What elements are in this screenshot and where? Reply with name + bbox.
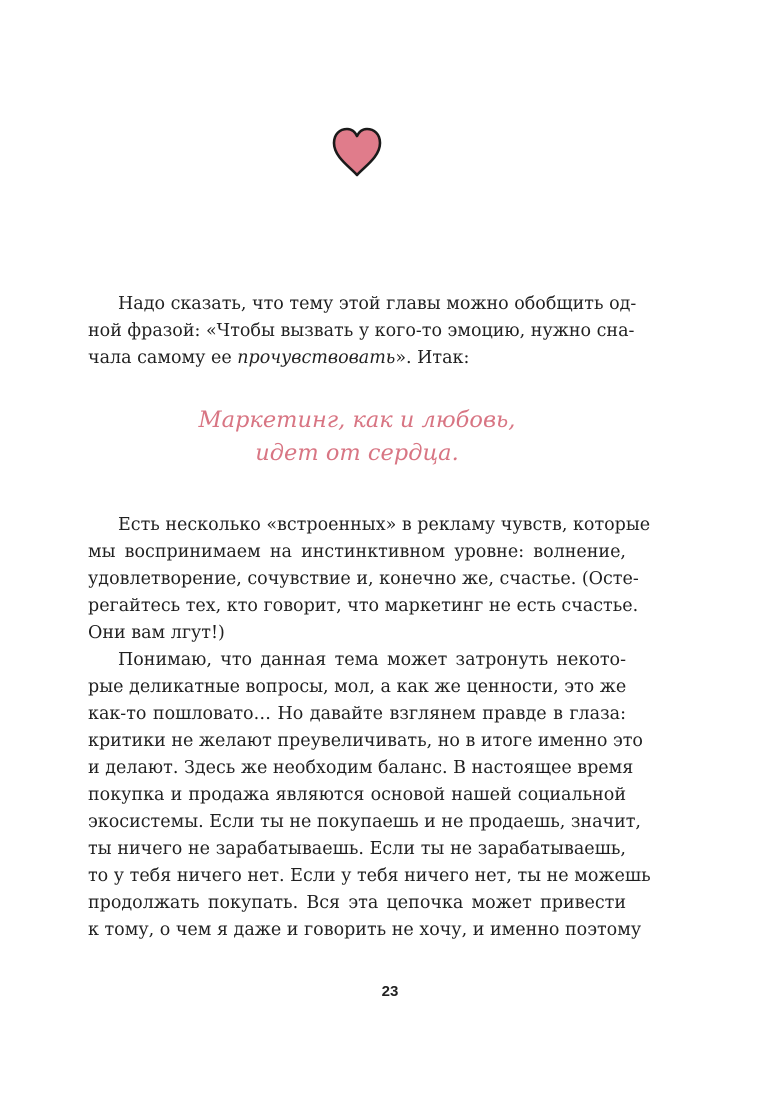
text-line: ты ничего не зарабатываешь. Если ты не зарабатываешь, xyxy=(88,839,626,859)
text-line: Понимаю, что данная тема может затронуть некото- xyxy=(118,650,626,670)
text-line: удовлетворение, сочувствие и, конечно же, счастье. (Осте- xyxy=(88,569,639,589)
pull-quote xyxy=(88,404,626,470)
text-line: продолжать покупать. Вся эта цепочка может привести xyxy=(88,893,626,913)
text-line: критики не желают преувеличивать, но в итоге именно это xyxy=(88,731,643,751)
emphasis-word: прочувствовать xyxy=(237,348,396,368)
heart-icon xyxy=(330,126,384,178)
text-line: Есть несколько «встроенных» в рекламу чувств, которые xyxy=(118,515,651,535)
body-paragraph-1 xyxy=(88,512,651,647)
text-segment: ». Итак: xyxy=(395,348,470,368)
text-line: экосистемы. Если ты не покупаешь и не продаешь, значит, xyxy=(88,812,641,832)
text-line: мы воспринимаем на инстинктивном уровне: волнение, xyxy=(88,542,626,562)
text-line: Они вам лгут!) xyxy=(88,623,225,643)
body-paragraph-2 xyxy=(88,647,651,944)
text-line: к тому, о чем я даже и говорить не хочу, и именно поэтому xyxy=(88,920,642,940)
intro-paragraph xyxy=(88,291,637,372)
page-number: 23 xyxy=(381,983,399,1000)
text-line: рые деликатные вопросы, мол, а как же ценности, это же xyxy=(88,677,627,697)
text-line: покупка и продажа являются основой нашей социальной xyxy=(88,785,626,805)
text-line xyxy=(88,345,626,372)
quote-line: Маркетинг, как и любовь, xyxy=(198,407,516,433)
text-line: Надо сказать, что тему этой главы можно обобщить од- xyxy=(118,294,637,314)
text-line: ной фразой: «Чтобы вызвать у кого-то эмоцию, нужно сна- xyxy=(88,321,635,341)
quote-line: идет от сердца. xyxy=(255,440,459,466)
text-line: как-то пошловато… Но давайте взглянем правде в глаза: xyxy=(88,704,626,724)
text-line: регайтесь тех, кто говорит, что маркетинг не есть счастье. xyxy=(88,596,639,616)
text-line: и делают. Здесь же необходим баланс. В настоящее время xyxy=(88,758,634,778)
text-line: то у тебя ничего нет. Если у тебя ничего нет, ты не можешь xyxy=(88,866,651,886)
text-segment: чала самому ее xyxy=(88,348,238,368)
